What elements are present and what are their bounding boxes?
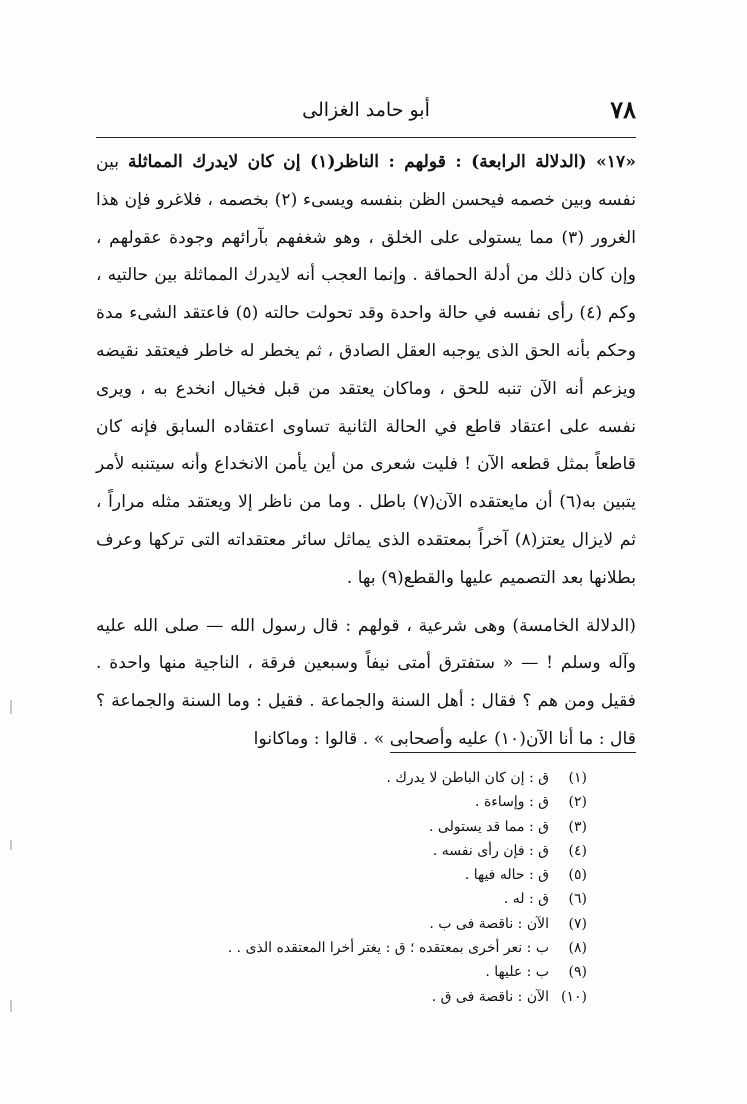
- footnote-text: ق : فإن رأى نفسه .: [432, 842, 549, 859]
- main-text: [96, 144, 636, 759]
- footnote-text: ب : عليها .: [485, 964, 549, 981]
- paragraph-lead: «١٧» (الدلالة الرابعة) : قولهم : الناظر(١) إن كان لايدرك المماثلة: [127, 152, 637, 172]
- footnote: [147, 790, 587, 814]
- footnote-number: (١٠): [561, 988, 587, 1005]
- running-title: أبو حامد الغزالى: [302, 99, 430, 121]
- footnote: [147, 815, 587, 839]
- footnote-number: (٨): [568, 940, 587, 957]
- header-rule: [96, 137, 636, 138]
- scan-margin-mark: [10, 700, 12, 714]
- footnote-number: (٢): [568, 794, 587, 811]
- footnote: [147, 985, 587, 1009]
- footnote: [147, 863, 587, 887]
- scan-margin-mark: [10, 840, 12, 850]
- footnote-text: ق : وإساءة .: [475, 794, 549, 811]
- footnote: [147, 839, 587, 863]
- footnote-text: الآن : ناقصة فى ق .: [431, 988, 549, 1005]
- footnote-text: الآن : ناقصة فى ب .: [429, 915, 549, 932]
- footnote: [147, 887, 587, 911]
- footnote-rule: [390, 752, 636, 753]
- footnote-text: ق : مما قد يستولى .: [429, 818, 549, 835]
- footnote-text: ق : له .: [503, 891, 549, 908]
- footnote-number: (١): [568, 770, 587, 786]
- footnote-number: (٣): [568, 818, 587, 835]
- paragraph-body: بين نفسه وبين خصمه فيحسن الظن بنفسه ويسىء (٢) بخصمه ، فلاغرو فإن هذا الغرور (٣) مما يستولى على الخلق ، وهو شغفهم بآرائهم وجودة عقولهم ، وإن كان ذلك من أدلة الحماقة . وإنما العجب أنه لايدرك المماثلة بين حالتيه ، وكم (٤) رأى نفسه في حالة واحدة وقد تحولت حالته (٥) فاعتقد الشىء مدة وحكم بأنه الحق الذى يوجبه العقل الصادق ، ثم يخطر له خاطر فيعتقد نقيضه ويزعم أنه الآن تنبه للحق ، وماكان يعتقد من قبل فخيال انخدع به ، ويرى نفسه على اعتقاد قاطع في الحالة الثانية تساوى اعتقاده السابق فإنه كان قاطعاً بمثل قطعه الآن ! فليت شعرى من أين يأمن الانخداع وأنه سيتنبه لأمر يتبين به(٦) أن مايعتقده الآن(٧) باطل . وما من ناظر إلا ويعتقد مثله مراراً ، ثم لايزال يعتز(٨) آخراً بمعتقده الذى يماثل سائر معتقداته التى تركها وعرف بطلانها بعد التصميم عليها والقطع(٩) بها .: [96, 152, 637, 588]
- footnote-number: (٧): [568, 915, 587, 932]
- footnotes: [147, 766, 587, 1009]
- footnote-number: (٤): [568, 842, 587, 859]
- footnote-text: ق : حاله فيها .: [464, 867, 549, 884]
- footnote-number: (٩): [568, 964, 587, 981]
- page-header: [96, 95, 636, 129]
- footnote: [147, 766, 587, 790]
- footnote-number: (٥): [568, 867, 587, 884]
- scan-margin-mark: [10, 1000, 12, 1012]
- paragraph-fifth-argument: (الدلالة الخامسة) وهى شرعية ، قولهم : قال رسول الله — صلى الله عليه وآله وسلم ! — « ستفترق أمتى نيفاً وسبعين فرقة ، الناجية منها واحدة . فقيل ومن هم ؟ فقال : أهل السنة والجماعة . فقيل : وما السنة والجماعة ؟ قال : ما أنا الآن(١٠) عليه وأصحابى » . قالوا : وماكانوا: [96, 615, 636, 749]
- footnote-text: ق : إن كان الباطن لا يدرك .: [386, 770, 549, 786]
- paragraph-fourth-argument: [96, 144, 636, 598]
- footnote: [147, 936, 587, 960]
- footnote: [147, 912, 587, 936]
- footnote: [147, 960, 587, 984]
- footnote-number: (٦): [568, 891, 587, 908]
- footnote-text: ب : نعر أخرى بمعتقده ؛ ق : يغتر أخرا المعتقده الذى . .: [227, 940, 549, 957]
- page-number: ٧٨: [610, 95, 636, 124]
